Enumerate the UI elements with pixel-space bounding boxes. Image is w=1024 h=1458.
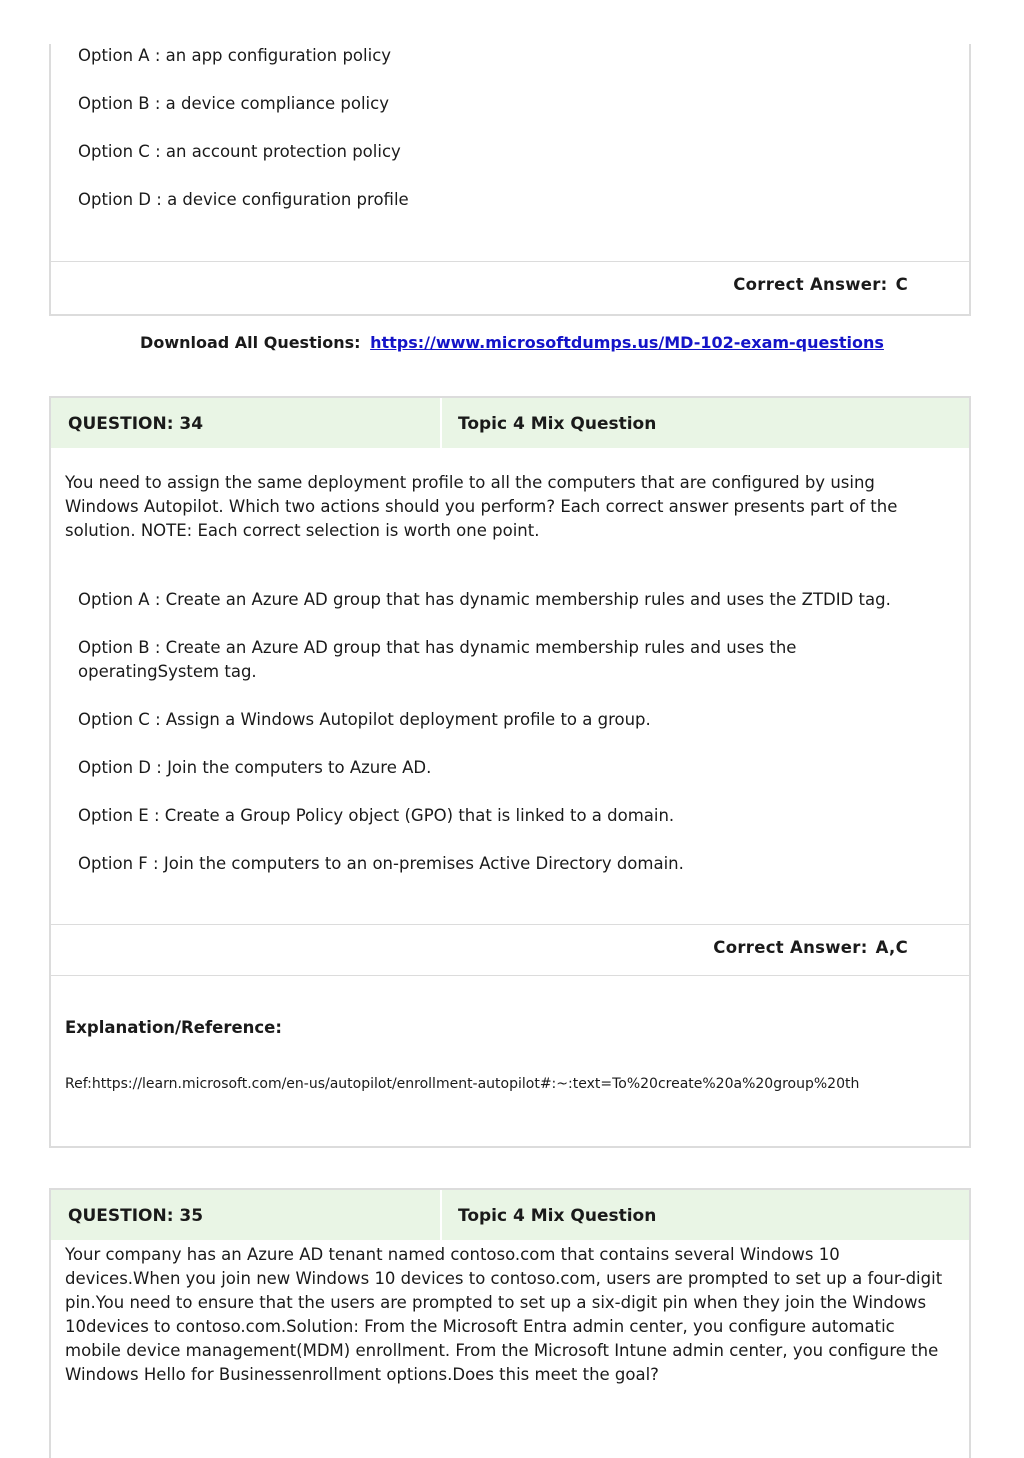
option-b: Option B : Create an Azure AD group that has dynamic membership rules and uses the operatingSystem tag. — [78, 638, 797, 681]
reference-link: Ref:https://learn.microsoft.com/en-us/autopilot/enrollment-autopilot#:~:text=To%20create%20a%20group%20th — [65, 1076, 860, 1092]
question-header — [51, 1190, 969, 1240]
question-34-card — [49, 396, 971, 1148]
divider — [51, 975, 969, 976]
download-label: Download All Questions: — [140, 333, 361, 352]
divider — [51, 261, 969, 262]
question-number: QUESTION: 35 — [51, 1190, 442, 1240]
correct-answer — [733, 275, 908, 294]
download-link[interactable]: https://www.microsoftdumps.us/MD-102-exam-questions — [370, 333, 884, 352]
option-b: Option B : a device compliance policy — [78, 94, 389, 113]
option-c: Option C : an account protection policy — [78, 142, 401, 161]
option-a: Option A : an app configuration policy — [78, 46, 392, 65]
divider — [51, 924, 969, 925]
option-d: Option D : a device configuration profile — [78, 190, 409, 209]
question-topic: Topic 4 Mix Question — [458, 1206, 657, 1226]
question-stem: You need to assign the same deployment profile to all the computers that are configured by using Windows Autopilot. Which two actions should you perform? Each correct answer presents part of the solution. NOTE: Each correct selection is worth one point. — [65, 473, 898, 540]
question-stem: Your company has an Azure AD tenant named contoso.com that contains several Windows 10 devices.When you join new Windows 10 devices to contoso.com, users are prompted to set up a four-digit pin.You need to ensure that the users are prompted to set up a six-digit pin when they join the Windows 10devices to contoso.com.Solution: From the Microsoft Entra admin center, you configure automatic mobile device management(MDM) enrollment. From the Microsoft Intune admin center, you configure the Windows Hello for Businessenrollment options.Does this meet the goal? — [65, 1245, 943, 1384]
option-f: Option F : Join the computers to an on-premises Active Directory domain. — [78, 854, 684, 873]
question-header — [51, 398, 969, 448]
question-topic: Topic 4 Mix Question — [458, 414, 657, 434]
correct-answer-label: Correct Answer: — [713, 938, 868, 957]
option-a: Option A : Create an Azure AD group that has dynamic membership rules and uses the ZTDID tag. — [78, 590, 891, 609]
option-c: Option C : Assign a Windows Autopilot deployment profile to a group. — [78, 710, 651, 729]
option-d: Option D : Join the computers to Azure AD. — [78, 758, 432, 777]
correct-answer-label: Correct Answer: — [733, 275, 888, 294]
correct-answer-value: C — [895, 275, 908, 294]
question-33-card — [49, 44, 971, 316]
correct-answer — [713, 938, 908, 957]
download-banner — [0, 333, 1024, 352]
question-35-card — [49, 1188, 971, 1458]
option-e: Option E : Create a Group Policy object (GPO) that is linked to a domain. — [78, 806, 675, 825]
correct-answer-value: A,C — [875, 938, 908, 957]
explanation-title: Explanation/Reference: — [65, 1018, 282, 1037]
question-number: QUESTION: 34 — [51, 398, 442, 448]
